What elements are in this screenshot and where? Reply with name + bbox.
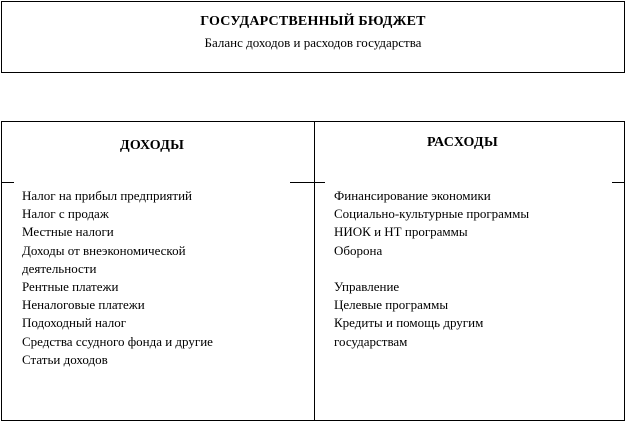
income-item: Доходы от внеэкономической [22, 242, 186, 258]
expenses-item: Оборона [334, 242, 383, 258]
income-item: Неналоговые платежи [22, 297, 145, 313]
income-item: деятельности [22, 260, 97, 276]
income-item: Налог на прибыл предприятий [22, 188, 192, 203]
expenses-spacer [334, 260, 529, 278]
column-divider [314, 122, 315, 420]
income-item: Рентные платежи [22, 279, 119, 295]
income-list [22, 187, 213, 369]
income-item: Статьи доходов [22, 351, 108, 367]
income-item: Средства ссудного фонда и другие [22, 333, 213, 349]
budget-title-box [1, 1, 625, 73]
expenses-item: Финансирование экономики [334, 188, 491, 203]
expenses-item: НИОК и НТ программы [334, 224, 468, 240]
expenses-header: РАСХОДЫ [427, 135, 498, 150]
budget-subtitle: Баланс доходов и расходов государства [204, 35, 422, 50]
income-header-rule-right [290, 182, 314, 183]
income-header-rule-left [2, 182, 14, 183]
expenses-item: Целевые программы [334, 297, 449, 313]
income-item: Местные налоги [22, 224, 114, 240]
income-item: Налог с продаж [22, 206, 109, 222]
expenses-item: Социально-культурные программы [334, 206, 530, 222]
budget-title: ГОСУДАРСТВЕННЫЙ БЮДЖЕТ [200, 14, 426, 29]
income-item: Подоходный налог [22, 315, 127, 331]
budget-balance-table [1, 121, 625, 421]
income-header: ДОХОДЫ [120, 138, 185, 153]
expenses-item: Кредиты и помощь другим [334, 315, 484, 331]
expenses-header-rule-left [315, 182, 325, 183]
expenses-header-rule-right [612, 182, 624, 183]
expenses-item: Управление [334, 279, 400, 294]
expenses-item: государствам [334, 333, 408, 349]
expenses-list [334, 187, 529, 351]
